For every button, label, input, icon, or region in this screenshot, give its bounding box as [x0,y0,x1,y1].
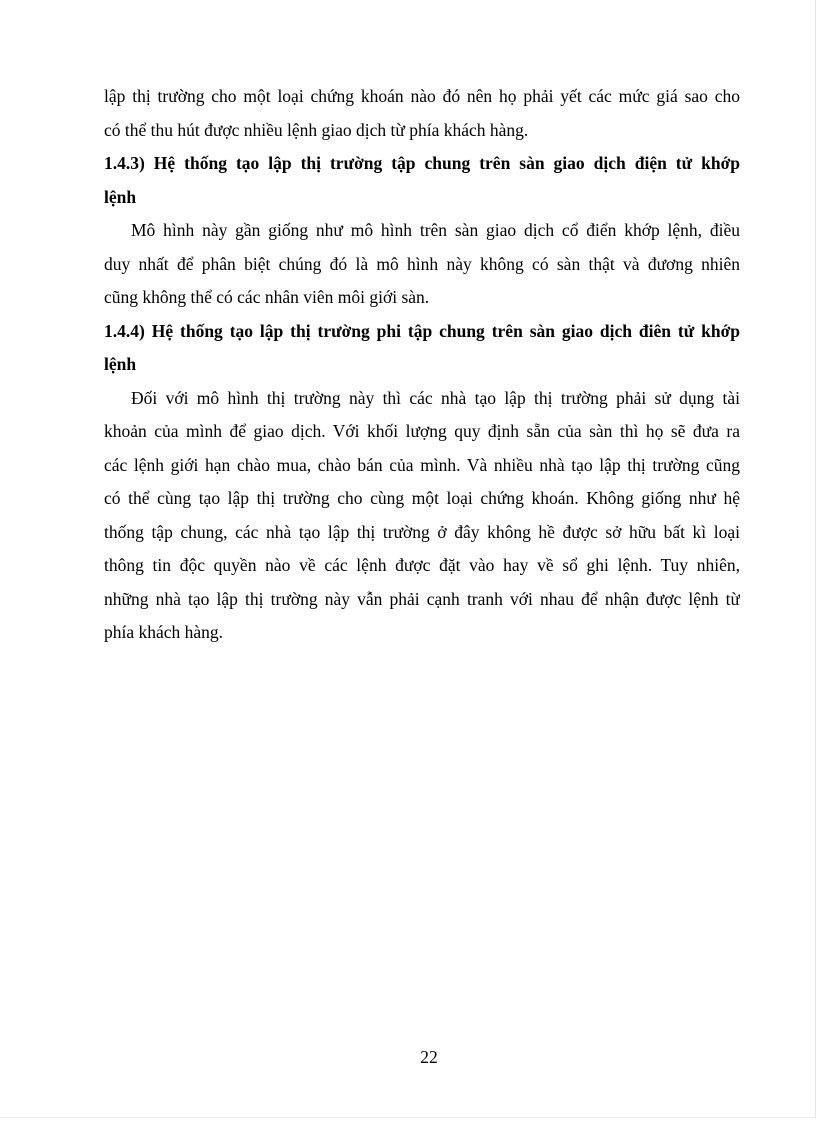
section-heading-1-4-3: 1.4.3) Hệ thống tạo lập thị trường tập chung trên sàn giao dịch điện tử khớp [104,153,740,173]
paragraph-line: Mô hình này gần giống như mô hình trên sàn giao dịch cổ điển khớp lệnh, điều [131,220,740,240]
paragraph-line: những nhà tạo lập thị trường này vẫn phải cạnh tranh với nhau để nhận được lệnh từ [104,588,740,609]
paragraph-line: cũng không thể có các nhân viên môi giới sàn. [104,287,430,307]
paragraph-line: thống tập chung, các nhà tạo lập thị trường ở đây không hề được sở hữu bất kì loại [104,521,740,542]
paragraph-line: thông tin độc quyền nào về các lệnh được đặt vào hay về sổ ghi lệnh. Tuy nhiên, [104,555,740,575]
body-text-line: lập thị trường cho một loại chứng khoán nào đó nên họ phải yết các mức giá sao cho [104,86,740,106]
paragraph-line: có thể cùng tạo lập thị trường cho cùng một loại chứng khoán. Không giống như hệ [104,488,740,508]
paragraph-line: phía khách hàng. [104,622,224,642]
paragraph-line: khoản của mình để giao dịch. Với khối lượng quy định sẵn của sàn thì họ sẽ đưa ra [104,421,740,441]
section-heading-1-4-4: 1.4.4) Hệ thống tạo lập thị trường phi tập chung trên sàn giao dịch điên tử khớp [104,320,740,341]
document-body [104,80,740,650]
paragraph-line: Đối với mô hình thị trường này thì các nhà tạo lập thị trường phải sử dụng tài [131,387,740,408]
body-text-line: có thể thu hút được nhiều lệnh giao dịch từ phía khách hàng. [104,119,529,140]
section-heading-1-4-4-continuation: lệnh [104,354,137,374]
section-heading-1-4-3-continuation: lệnh [104,186,137,207]
paragraph-line: duy nhất để phân biệt chúng đó là mô hình này không có sàn thật và đương nhiên [104,253,740,274]
page-number: 22 [420,1047,438,1067]
paragraph-line: các lệnh giới hạn chào mua, chào bán của mình. Và nhiều nhà tạo lập thị trường cũng [104,454,740,475]
